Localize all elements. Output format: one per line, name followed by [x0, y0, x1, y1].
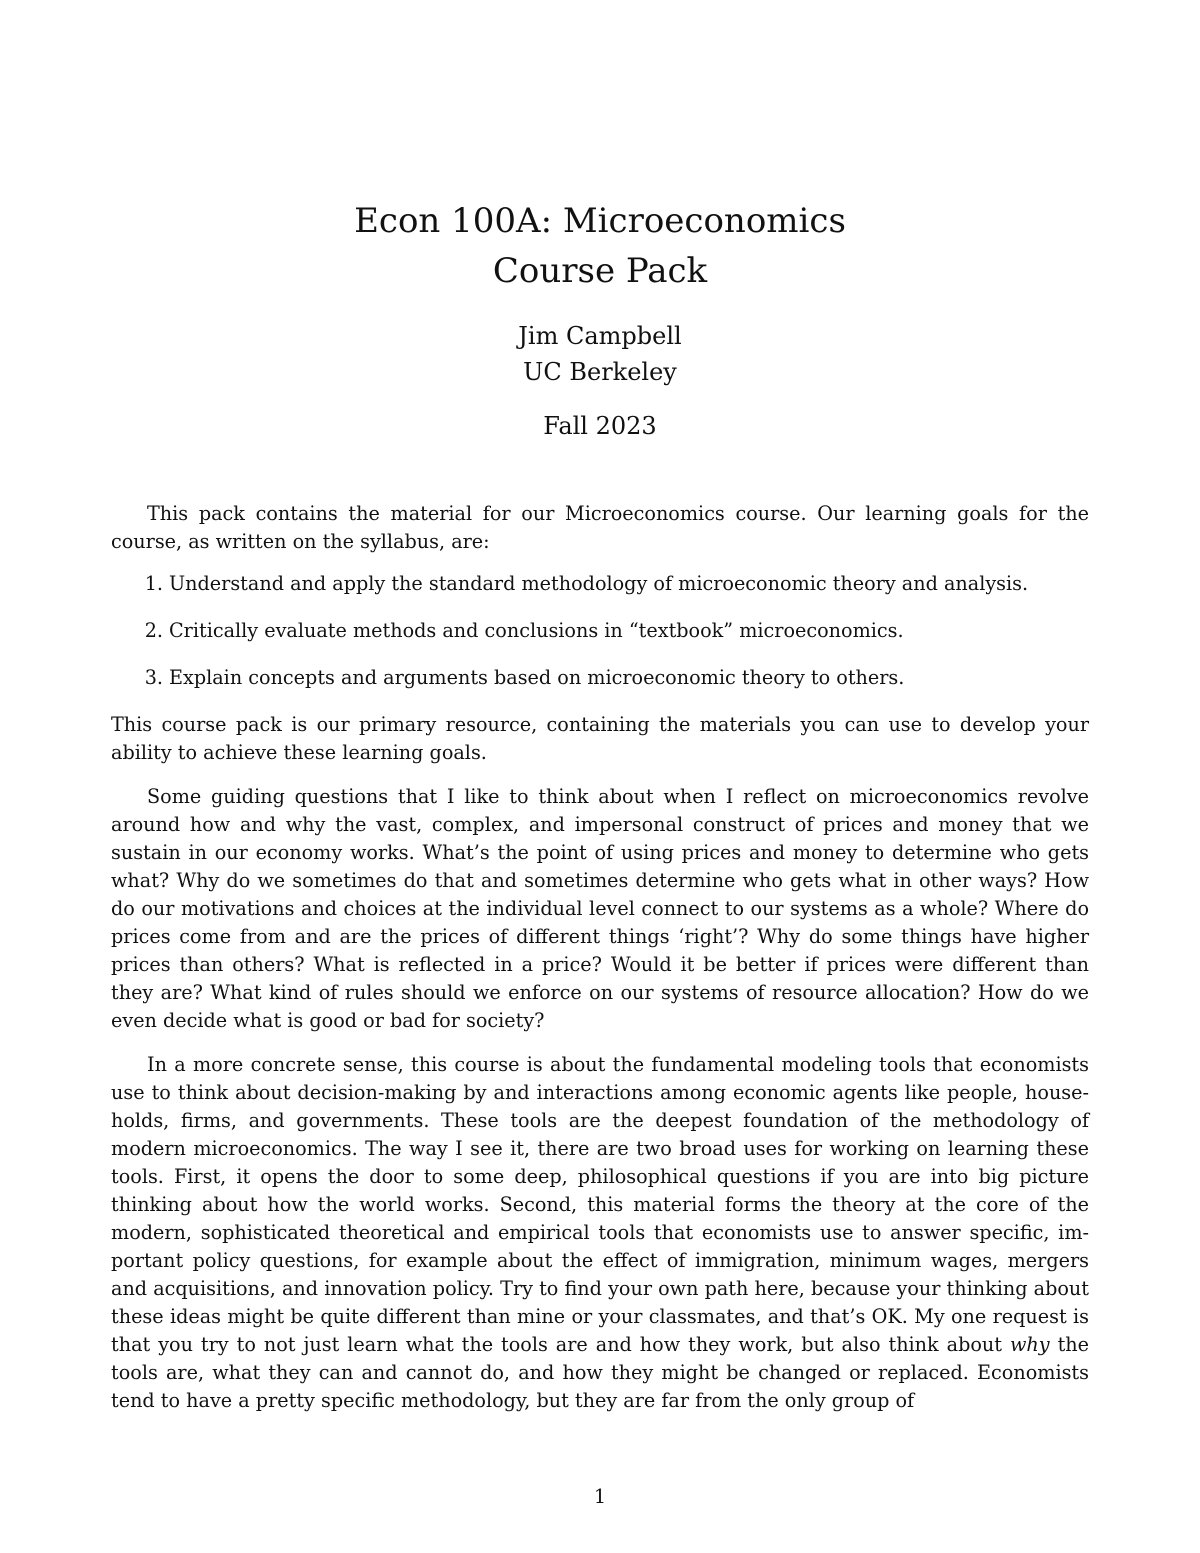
- author-name: Jim Campbell: [518, 322, 682, 350]
- paragraph-text-part: In a more concrete sense, this course is about the fundamental modeling tools that economists use to think about decision-making by and interactions among economic agents like people, households, firms, and governments. These tools are the deepest foundation of the methodology of modern microeconomics. The way I see it, there are two broad uses for working on learning these tools. First, it opens the door to some deep, philosophical questions if you are into big picture thinking about how the world works. Second, this material forms the theory at the core of the modern, sophisticated theoretical and empirical tools that economists use to answer specific, important policy questions, for example about the effect of immigration, minimum wages, mergers and acquisitions, and innovation policy. Try to find your own path here, because your thinking about these ideas might be quite different than mine or your classmates, and that’s OK. My one request is that you try to not just learn what the tools are and how they work, but also think about: [111, 1053, 1089, 1356]
- term-date: Fall 2023: [543, 412, 657, 440]
- list-item-number: 1.: [144, 572, 163, 595]
- document-page: [111, 0, 1089, 1415]
- course-title: Econ 100A: Microeconomics: [354, 201, 846, 241]
- resource-paragraph: This course pack is our primary resource, containing the materials you can use to develop your ability to achieve these learning goals.: [111, 713, 1089, 764]
- paragraph-text-part: the tools are, what they can and cannot do, and how they might be changed or replaced. Economists tend to have a pretty specific methodology, but they are far from the only group of: [111, 1333, 1089, 1412]
- list-item-text: Critically evaluate methods and conclusions in “textbook” microeconomics.: [169, 619, 904, 642]
- list-item: [111, 570, 1089, 598]
- page-number: 1: [593, 1485, 607, 1508]
- concrete-sense-paragraph: [111, 1051, 1089, 1415]
- list-item-number: 3.: [144, 666, 163, 689]
- list-item-text: Understand and apply the standard methodology of microeconomic theory and analysis.: [169, 572, 1029, 595]
- intro-paragraph: This pack contains the material for our Microeconomics course. Our learning goals for the course, as written on the syllabus, are:: [111, 502, 1089, 553]
- list-item-text: Explain concepts and arguments based on microeconomic theory to others.: [169, 666, 905, 689]
- author-block: [111, 318, 1089, 390]
- list-item: [111, 664, 1089, 692]
- guiding-questions-paragraph: Some guiding questions that I like to think about when I reflect on microeconomics revolve around how and why the vast, complex, and impersonal construct of prices and money that we sustain in our economy works. What’s the point of using prices and money to determine who gets what? Why do we sometimes do that and sometimes determine who gets what in other ways? How do our motivations and choices at the individual level connect to our systems as a whole? Where do prices come from and are the prices of different things ‘right’? Why do some things have higher prices than others? What is reflected in a price? Would it be better if prices were different than they are? What kind of rules should we enforce on our systems of resource allocation? How do we even decide what is good or bad for society?: [111, 785, 1089, 1032]
- author-affiliation: UC Berkeley: [523, 358, 677, 386]
- list-item-number: 2.: [144, 619, 163, 642]
- title-block: [111, 196, 1089, 296]
- list-item: [111, 617, 1089, 645]
- course-subtitle: Course Pack: [492, 251, 708, 291]
- emphasized-word: why: [1009, 1333, 1050, 1356]
- learning-goals-list: [111, 570, 1089, 692]
